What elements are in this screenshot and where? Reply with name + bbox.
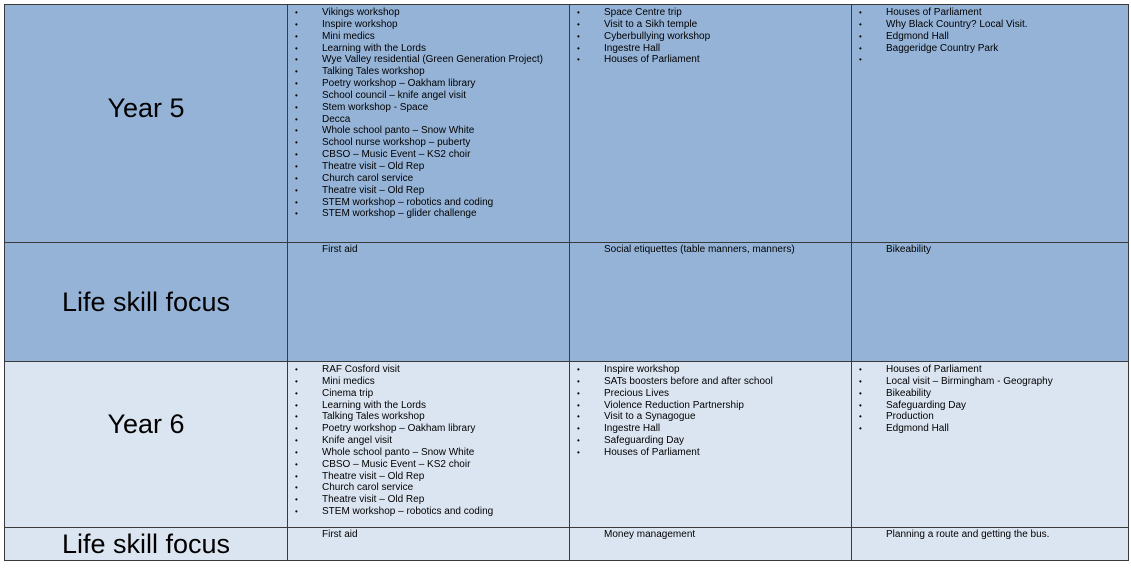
year-6-term-1-cell <box>288 362 570 528</box>
life-skill-text: Money management <box>604 529 696 540</box>
life-skill-cell <box>570 528 852 561</box>
bullet-icon: • <box>859 31 862 41</box>
activity-text: Wye Valley residential (Green Generation Project) <box>322 54 543 66</box>
bullet-icon: • <box>577 400 580 410</box>
bullet-icon: • <box>295 55 298 65</box>
bullet-icon: • <box>577 43 580 53</box>
list-item <box>570 423 851 435</box>
row-label-life-skill-focus: Life skill focus <box>5 243 288 362</box>
activity-text: Bikeability <box>886 387 932 399</box>
activity-text: Why Black Country? Local Visit. <box>886 18 1028 30</box>
row-label-year-5: Year 5 <box>5 5 288 243</box>
bullet-icon: • <box>295 388 298 398</box>
list-item <box>288 161 569 173</box>
activity-text: Cinema trip <box>322 387 374 399</box>
year-6-term-2-cell <box>570 362 852 528</box>
list-item <box>288 78 569 90</box>
list-item <box>288 114 569 126</box>
activity-text: Church carol service <box>322 482 414 494</box>
activity-text: Talking Tales workshop <box>322 411 425 423</box>
activity-list <box>570 362 851 459</box>
activity-text: Learning with the Lords <box>322 42 426 54</box>
enrichment-table <box>4 4 1129 561</box>
activity-list <box>570 5 851 66</box>
bullet-icon: • <box>859 8 862 17</box>
activity-text: STEM workshop – robotics and coding <box>322 196 494 208</box>
year-5-row <box>5 5 1129 243</box>
year-6-life-skill-row <box>5 528 1129 561</box>
list-item <box>852 388 1128 400</box>
list-item <box>852 411 1128 423</box>
list-item <box>288 43 569 55</box>
bullet-icon: • <box>295 495 298 505</box>
bullet-icon: • <box>295 79 298 89</box>
list-item <box>288 411 569 423</box>
list-item <box>288 506 569 518</box>
bullet-icon: • <box>295 31 298 41</box>
bullet-icon: • <box>295 365 298 374</box>
bullet-icon: • <box>577 424 580 434</box>
list-item <box>570 435 851 447</box>
row-label-year-6: Year 6 <box>5 362 288 528</box>
activity-text: Vikings workshop <box>322 7 400 18</box>
activity-text: STEM workshop – glider challenge <box>322 208 477 220</box>
bullet-icon: • <box>295 161 298 171</box>
bullet-icon: • <box>859 400 862 410</box>
list-item <box>570 31 851 43</box>
activity-text: Stem workshop - Space <box>322 101 429 113</box>
activity-text: STEM workshop – robotics and coding <box>322 506 494 518</box>
list-item <box>852 400 1128 412</box>
list-item <box>288 364 569 376</box>
bullet-icon: • <box>295 173 298 183</box>
list-item <box>570 376 851 388</box>
activity-text: Learning with the Lords <box>322 399 426 411</box>
bullet-icon: • <box>859 424 862 434</box>
bullet-icon: • <box>859 376 862 386</box>
activity-text: Church carol service <box>322 172 414 184</box>
activity-text: Local visit – Birmingham - Geography <box>886 375 1053 387</box>
list-item <box>570 447 851 459</box>
list-item <box>852 423 1128 435</box>
bullet-icon: • <box>295 150 298 160</box>
activity-text: SATs boosters before and after school <box>604 375 773 387</box>
activity-text: Houses of Parliament <box>886 364 982 375</box>
activity-text: Baggeridge Country Park <box>886 42 999 54</box>
bullet-icon: • <box>295 436 298 446</box>
activity-text: Safeguarding Day <box>604 435 685 447</box>
bullet-icon: • <box>577 447 580 457</box>
bullet-icon: • <box>295 102 298 112</box>
bullet-icon: • <box>859 412 862 422</box>
list-item <box>852 31 1128 43</box>
activity-text: Houses of Parliament <box>604 446 700 458</box>
bullet-icon: • <box>859 19 862 29</box>
life-skill-cell <box>852 243 1129 362</box>
activity-text: Decca <box>322 113 351 125</box>
bullet-icon: • <box>577 365 580 374</box>
activity-text: School nurse workshop – puberty <box>322 137 471 149</box>
activity-text: Poetry workshop – Oakham library <box>322 423 476 435</box>
year-6-row <box>5 362 1129 528</box>
bullet-icon: • <box>295 209 298 219</box>
activity-list <box>288 5 569 220</box>
list-item <box>288 197 569 209</box>
activity-text: Talking Tales workshop <box>322 66 425 78</box>
year-5-term-1-cell <box>288 5 570 243</box>
bullet-icon: • <box>295 138 298 148</box>
activity-list <box>852 5 1128 65</box>
list-item <box>852 364 1128 376</box>
life-skill-text: Bikeability <box>886 244 932 255</box>
bullet-icon: • <box>295 126 298 136</box>
activity-text: Houses of Parliament <box>604 54 700 66</box>
activity-text: Edgmond Hall <box>886 30 949 42</box>
activity-text: Theatre visit – Old Rep <box>322 160 425 172</box>
list-item <box>288 102 569 114</box>
bullet-icon: • <box>295 507 298 517</box>
bullet-icon: • <box>577 31 580 41</box>
activity-text: CBSO – Music Event – KS2 choir <box>322 458 471 470</box>
activity-text: Inspire workshop <box>604 364 680 375</box>
bullet-icon: • <box>859 55 862 65</box>
year-6-term-3-cell <box>852 362 1129 528</box>
list-item <box>288 173 569 185</box>
list-item <box>288 66 569 78</box>
list-item <box>288 208 569 220</box>
bullet-icon: • <box>295 8 298 17</box>
list-item <box>288 459 569 471</box>
list-item <box>852 43 1128 55</box>
bullet-icon: • <box>577 436 580 446</box>
list-item <box>288 19 569 31</box>
bullet-icon: • <box>577 376 580 386</box>
list-item <box>288 185 569 197</box>
activity-text: Knife angel visit <box>322 435 393 447</box>
life-skill-text: First aid <box>322 244 358 255</box>
bullet-icon: • <box>295 447 298 457</box>
bullet-icon: • <box>295 412 298 422</box>
life-skill-cell <box>288 243 570 362</box>
list-item <box>288 376 569 388</box>
bullet-icon: • <box>295 43 298 53</box>
activity-text: Visit to a Sikh temple <box>604 18 698 30</box>
activity-list <box>852 362 1128 435</box>
activity-text: Houses of Parliament <box>886 7 982 18</box>
activity-text: Ingestre Hall <box>604 42 661 54</box>
list-item <box>288 400 569 412</box>
bullet-icon: • <box>577 412 580 422</box>
bullet-icon: • <box>859 388 862 398</box>
life-skill-text: Planning a route and getting the bus. <box>886 529 1050 540</box>
activity-text: Mini medics <box>322 30 375 42</box>
list-item <box>288 54 569 66</box>
list-item <box>288 137 569 149</box>
activity-text: Space Centre trip <box>604 7 682 18</box>
list-item <box>288 447 569 459</box>
activity-text: School council – knife angel visit <box>322 89 466 101</box>
bullet-icon: • <box>859 365 862 374</box>
list-item <box>852 376 1128 388</box>
activity-text: Cyberbullying workshop <box>604 30 711 42</box>
list-item <box>288 7 569 19</box>
activity-text: RAF Cosford visit <box>322 364 400 375</box>
bullet-icon: • <box>295 376 298 386</box>
activity-text: Theatre visit – Old Rep <box>322 184 425 196</box>
activity-text: Whole school panto – Snow White <box>322 446 475 458</box>
bullet-icon: • <box>295 424 298 434</box>
bullet-icon: • <box>295 483 298 493</box>
life-skill-cell <box>852 528 1129 561</box>
list-item <box>288 494 569 506</box>
activity-text: Theatre visit – Old Rep <box>322 470 425 482</box>
life-skill-cell <box>570 243 852 362</box>
list-item <box>852 7 1128 19</box>
list-item <box>288 482 569 494</box>
list-item <box>570 364 851 376</box>
list-item <box>288 149 569 161</box>
list-item <box>852 19 1128 31</box>
bullet-icon: • <box>295 67 298 77</box>
life-skill-cell <box>288 528 570 561</box>
list-item <box>288 90 569 102</box>
list-item <box>288 435 569 447</box>
activity-text: Poetry workshop – Oakham library <box>322 78 476 90</box>
bullet-icon: • <box>577 55 580 65</box>
list-item <box>570 400 851 412</box>
year-5-term-2-cell <box>570 5 852 243</box>
activity-text: Safeguarding Day <box>886 399 967 411</box>
activity-text: Visit to a Synagogue <box>604 411 696 423</box>
bullet-icon: • <box>295 471 298 481</box>
bullet-icon: • <box>295 400 298 410</box>
list-item <box>570 388 851 400</box>
bullet-icon: • <box>295 197 298 207</box>
bullet-icon: • <box>295 19 298 29</box>
bullet-icon: • <box>295 114 298 124</box>
activity-text: Precious Lives <box>604 387 670 399</box>
list-item <box>288 31 569 43</box>
life-skill-text: Social etiquettes (table manners, manners) <box>604 244 795 255</box>
bullet-icon: • <box>577 8 580 17</box>
list-item <box>570 19 851 31</box>
list-item <box>570 43 851 55</box>
list-item <box>570 411 851 423</box>
row-label-life-skill-focus: Life skill focus <box>5 528 288 561</box>
list-item <box>288 423 569 435</box>
list-item <box>570 54 851 66</box>
list-item <box>288 388 569 400</box>
bullet-icon: • <box>577 388 580 398</box>
activity-text: Whole school panto – Snow White <box>322 125 475 137</box>
bullet-icon: • <box>295 90 298 100</box>
activity-text: Ingestre Hall <box>604 423 661 435</box>
activity-text: Production <box>886 411 934 423</box>
activity-text: Violence Reduction Partnership <box>604 399 744 411</box>
activity-text: Inspire workshop <box>322 18 398 30</box>
activity-text: Mini medics <box>322 375 375 387</box>
activity-text: Edgmond Hall <box>886 423 949 435</box>
year-5-life-skill-row <box>5 243 1129 362</box>
bullet-icon: • <box>295 185 298 195</box>
activity-list <box>288 362 569 518</box>
year-5-term-3-cell <box>852 5 1129 243</box>
bullet-icon: • <box>577 19 580 29</box>
bullet-icon: • <box>295 459 298 469</box>
list-item <box>570 7 851 19</box>
activity-text: Theatre visit – Old Rep <box>322 494 425 506</box>
list-item <box>288 125 569 137</box>
activity-text: CBSO – Music Event – KS2 choir <box>322 149 471 161</box>
life-skill-text: First aid <box>322 529 358 540</box>
list-item <box>288 471 569 483</box>
bullet-icon: • <box>859 43 862 53</box>
